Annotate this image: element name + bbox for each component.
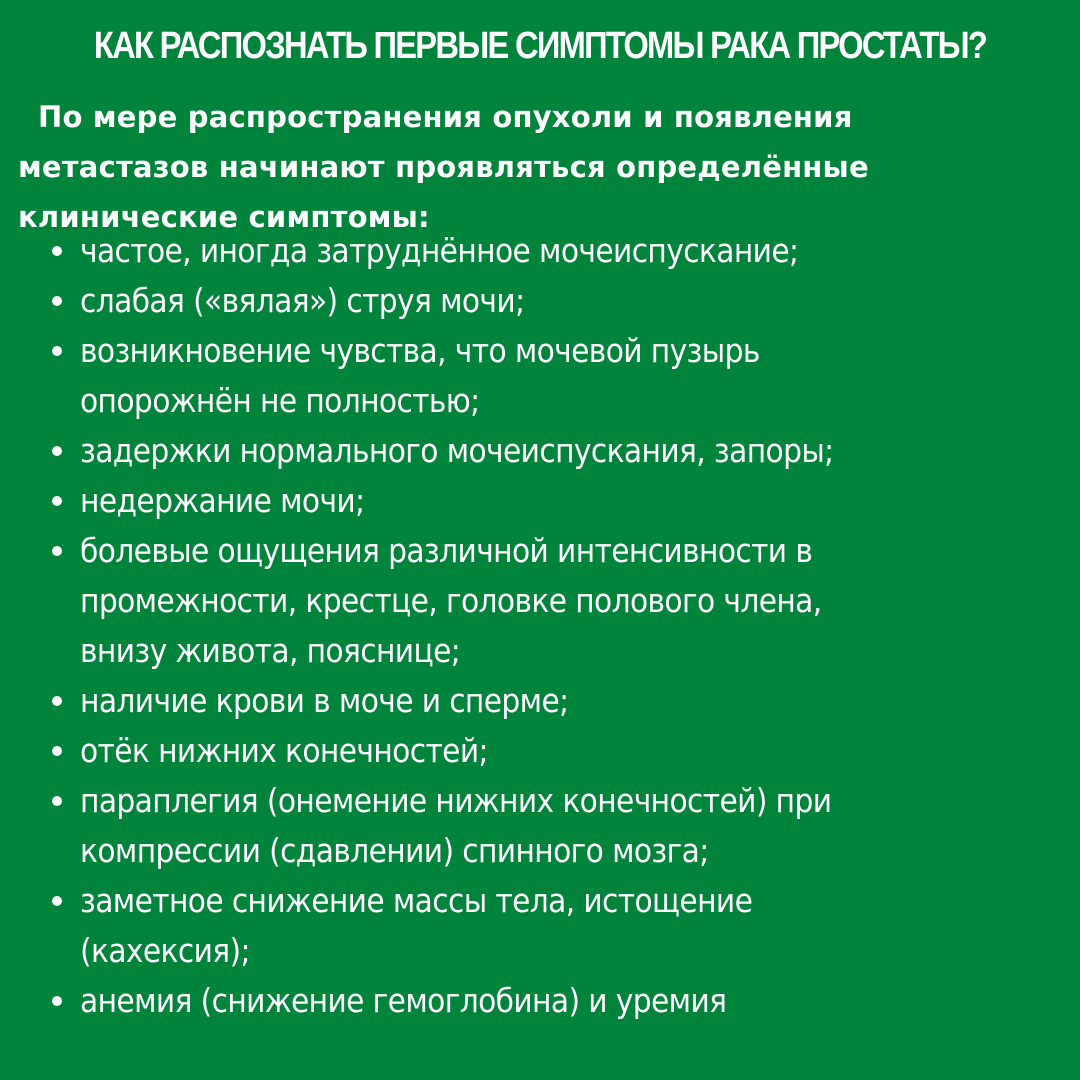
bullet-icon: [52, 296, 62, 306]
bullet-icon: [52, 496, 62, 506]
list-item: [0, 476, 1080, 526]
bullet-icon: [52, 896, 62, 906]
list-item: [0, 776, 1080, 876]
list-item-text: частое, иногда затруднённое мочеиспускание;: [80, 231, 799, 270]
list-item-text: заметное снижение массы тела, истощение: [80, 881, 753, 920]
list-item-text: (кахексия);: [80, 931, 250, 970]
list-item: [0, 876, 1080, 976]
page-title: КАК РАСПОЗНАТЬ ПЕРВЫЕ СИМПТОМЫ РАКА ПРОСТАТЫ?: [93, 25, 987, 67]
list-item-text: внизу живота, пояснице;: [80, 631, 461, 670]
list-item: [0, 326, 1080, 426]
list-item-text: отёк нижних конечностей;: [80, 731, 488, 770]
intro-line: По мере распространения опухоли и появления: [38, 100, 853, 134]
list-item: [0, 226, 1080, 276]
list-item-text: параплегия (онемение нижних конечностей) при: [80, 781, 832, 820]
bullet-icon: [52, 246, 62, 256]
list-item-text: слабая («вялая») струя мочи;: [80, 281, 525, 320]
list-item: [0, 526, 1080, 676]
list-item: [0, 276, 1080, 326]
list-item-text: возникновение чувства, что мочевой пузырь: [80, 331, 760, 370]
intro-line: метастазов начинают проявляться определённые: [18, 150, 869, 184]
bullet-icon: [52, 796, 62, 806]
bullet-icon: [52, 446, 62, 456]
list-item: [0, 976, 1080, 1026]
list-item: [0, 726, 1080, 776]
list-item-text: компрессии (сдавлении) спинного мозга;: [80, 831, 709, 870]
list-item-text: недержание мочи;: [80, 481, 365, 520]
intro-line: клинические симптомы:: [18, 200, 430, 234]
list-item-text: опорожнён не полностью;: [80, 381, 480, 420]
list-item: [0, 676, 1080, 726]
symptom-list: [0, 226, 1080, 1026]
bullet-icon: [52, 996, 62, 1006]
bullet-icon: [52, 696, 62, 706]
list-item-text: анемия (снижение гемоглобина) и уремия: [80, 981, 727, 1020]
bullet-icon: [52, 546, 62, 556]
intro-paragraph: [18, 92, 1068, 242]
list-item-text: задержки нормального мочеиспускания, запоры;: [80, 431, 834, 470]
bullet-icon: [52, 746, 62, 756]
list-item-text: болевые ощущения различной интенсивности в: [80, 531, 813, 570]
list-item: [0, 426, 1080, 476]
list-item-text: промежности, крестце, головке полового члена,: [80, 581, 822, 620]
list-item-text: наличие крови в моче и сперме;: [80, 681, 569, 720]
bullet-icon: [52, 346, 62, 356]
